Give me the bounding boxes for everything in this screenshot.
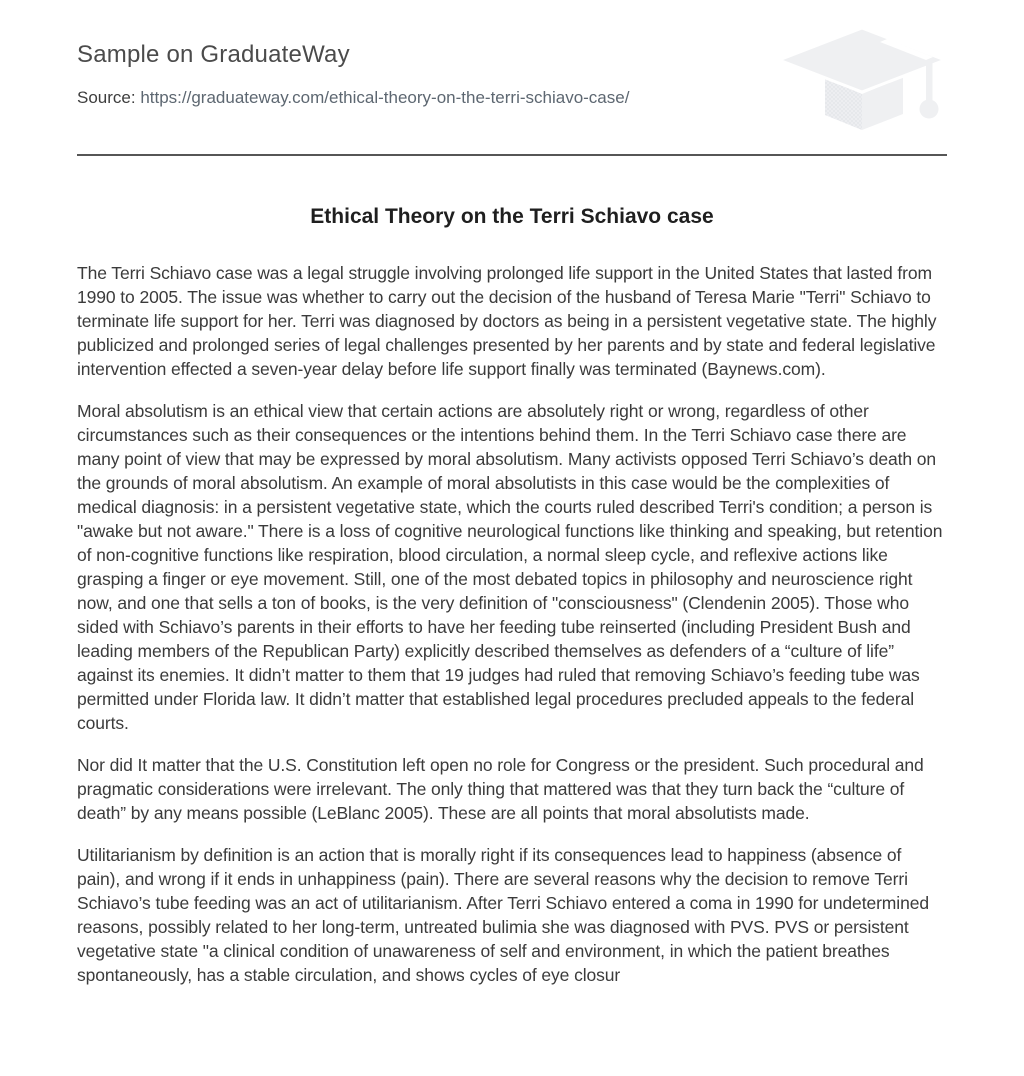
article-paragraph: Utilitarianism by definition is an action that is morally right if its consequences lead to happiness (absence of pain), and wrong if it ends in unhappiness (pain). There are several reasons why the decision to remove Terri Schiavo’s tube feeding was an act of utilitarianism. After Terri Schiavo entered a coma in 1990 for undetermined reasons, possibly related to her long-term, untreated bulimia she was diagnosed with PVS. PVS or persistent vegetative state "a clinical condition of unawareness of self and environment, in which the patient breathes spontaneously, has a stable circulation, and shows cycles of eye closur (77, 845, 929, 985)
article-body (77, 261, 947, 987)
source-url-link[interactable]: https://graduateway.com/ethical-theory-on-the-terri-schiavo-case/ (140, 88, 630, 107)
article-paragraph: Moral absolutism is an ethical view that certain actions are absolutely right or wrong, regardless of other circumstances such as their consequences or the intentions behind them. In the Terri Schiavo case there are many point of view that may be expressed by moral absolutism. Many activists opposed Terri Schiavo’s death on the grounds of moral absolutism. An example of moral absolutists in this case would be the complexities of medical diagnosis: in a persistent vegetative state, which the courts ruled described Terri's condition; a person is "awake but not aware." There is a loss of cognitive neurological functions like thinking and speaking, but retention of non-cognitive functions like respiration, blood circulation, a normal sleep cycle, and reflexive actions like grasping a finger or eye movement. Still, one of the most debated topics in philosophy and neuroscience right now, and one that sells a ton of books, is the very definition of "consciousness" (Clendenin 2005). Those who sided with Schiavo’s parents in their efforts to have her feeding tube reinserted (including President Bush and leading members of the Republican Party) explicitly described themselves as defenders of a “culture of life” against its enemies. It didn’t matter to them that 19 judges had ruled that removing Schiavo’s feeding tube was permitted under Florida law. It didn’t matter that established legal procedures precluded appeals to the federal courts. (77, 401, 943, 733)
article-paragraph: The Terri Schiavo case was a legal struggle involving prolonged life support in the United States that lasted from 1990 to 2005. The issue was whether to carry out the decision of the husband of Teresa Marie "Terri" Schiavo to terminate life support for her. Terri was diagnosed by doctors as being in a persistent vegetative state. The highly publicized and prolonged series of legal challenges presented by her parents and by state and federal legislative intervention effected a seven-year delay before life support finally was terminated (Baynews.com). (77, 263, 937, 379)
page-header (77, 0, 947, 109)
source-label: Source: (77, 88, 136, 107)
header-divider (77, 154, 947, 156)
article-paragraph: Nor did It matter that the U.S. Constitution left open no role for Congress or the president. Such procedural and pragmatic considerations were irrelevant. The only thing that mattered was that they turn back the “culture of death” by any means possible (LeBlanc 2005). These are all points that moral absolutists made. (77, 755, 924, 823)
site-title: Sample on GraduateWay (77, 41, 350, 68)
article-title: Ethical Theory on the Terri Schiavo case (310, 205, 714, 228)
graduation-cap-icon (779, 28, 947, 130)
